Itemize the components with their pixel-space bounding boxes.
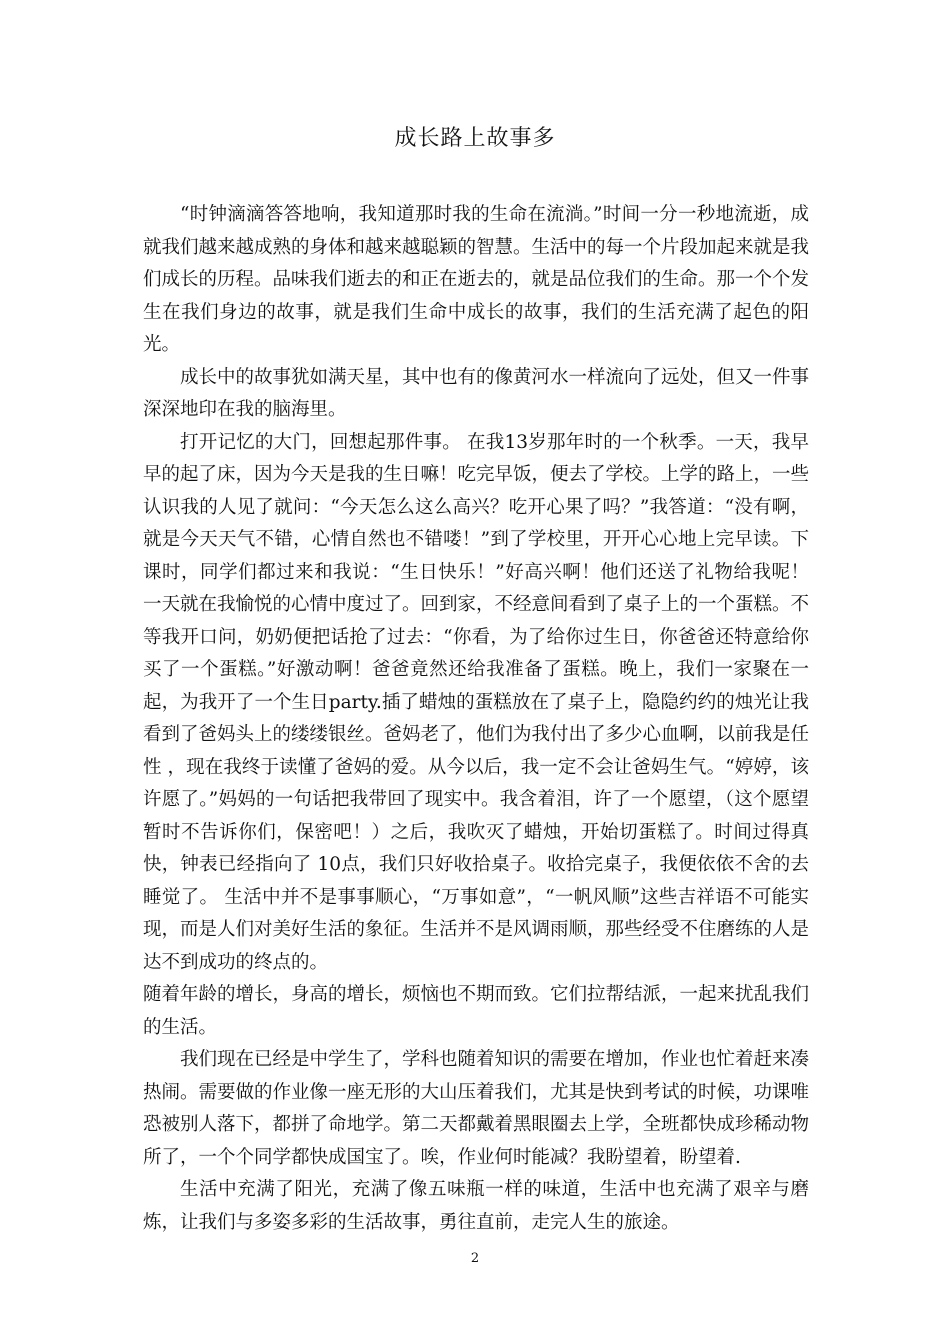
article-body: [143, 199, 809, 1239]
paragraph-6: 生活中充满了阳光，充满了像五味瓶一样的味道，生活中也充满了艰辛与磨炼，让我们与多姿多彩的生活故事，勇往直前，走完人生的旅途。: [143, 1179, 809, 1233]
page-title: 成长路上故事多: [394, 126, 556, 151]
paragraph-4: 随着年龄的增长，身高的增长，烦恼也不期而致。它们拉帮结派，一起来扰乱我们的生活。: [143, 984, 810, 1038]
paragraph-5: 我们现在已经是中学生了，学科也随着知识的需要在增加，作业也忙着赶来凑热闹。需要做的作业像一座无形的大山压着我们，尤其是快到考试的时候，功课唯恐被别人落下，都拼了命地学。第二天都戴着黑眼圈去上学，全班都快成珍稀动物所了，一个个同学都快成国宝了。唉，作业何时能减？我盼望着，盼望着.: [143, 1049, 810, 1168]
paragraph-1: “时钟滴滴答答地响，我知道那时我的生命在流淌。”时间一分一秒地流逝，成就我们越来越成熟的身体和越来越聪颖的智慧。生活中的每一个片段加起来就是我们成长的历程。品味我们逝去的和正在逝去的，就是品位我们的生命。那一个个发生在我们身边的故事，就是我们生命中成长的故事，我们的生活充满了起色的阳光。: [143, 204, 810, 355]
paragraph-2: 成长中的故事犹如满天星，其中也有的像黄河水一样流向了远处，但又一件事深深地印在我的脑海里。: [143, 366, 810, 420]
paragraph-3: 打开记忆的大门，回想起那件事。 在我13岁那年时的一个秋季。一天，我早早的起了床，因为今天是我的生日嘛！吃完早饭，便去了学校。上学的路上，一些认识我的人见了就问：“今天怎么这么高兴？吃开心果了吗？”我答道：“没有啊，就是今天天气不错，心情自然也不错喽！”到了学校里，开开心心地上完早读。下课时，同学们都过来和我说：“生日快乐！”好高兴啊！他们还送了礼物给我呢！一天就在我愉悦的心情中度过了。回到家，不经意间看到了桌子上的一个蛋糕。不等我开口问，奶奶便把话抢了过去：“你看，为了给你过生日，你爸爸还特意给你买了一个蛋糕。”好激动啊！爸爸竟然还给我准备了蛋糕。晚上，我们一家聚在一起，为我开了一个生日party.插了蜡烛的蛋糕放在了桌子上，隐隐约约的烛光让我看到了爸妈头上的缕缕银丝。爸妈老了，他们为我付出了多少心血啊，以前我是任性 ，现在我终于读懂了爸妈的爱。从今以后，我一定不会让爸妈生气。“婷婷，该许愿了。”妈妈的一句话把我带回了现实中。我含着泪，许了一个愿望，（这个愿望暂时不告诉你们，保密吧！）之后，我吹灭了蜡烛，开始切蛋糕了。时间过得真快，钟表已经指向了 10点，我们只好收拾桌子。收拾完桌子，我便依依不舍的去睡觉了。 生活中并不是事事顺心，“万事如意”，“一帆风顺”这些吉祥语不可能实现，而是人们对美好生活的象征。生活并不是风调雨顺，那些经受不住磨练的人是达不到成功的终点的。: [143, 431, 810, 973]
page-number: 2: [470, 1251, 480, 1266]
